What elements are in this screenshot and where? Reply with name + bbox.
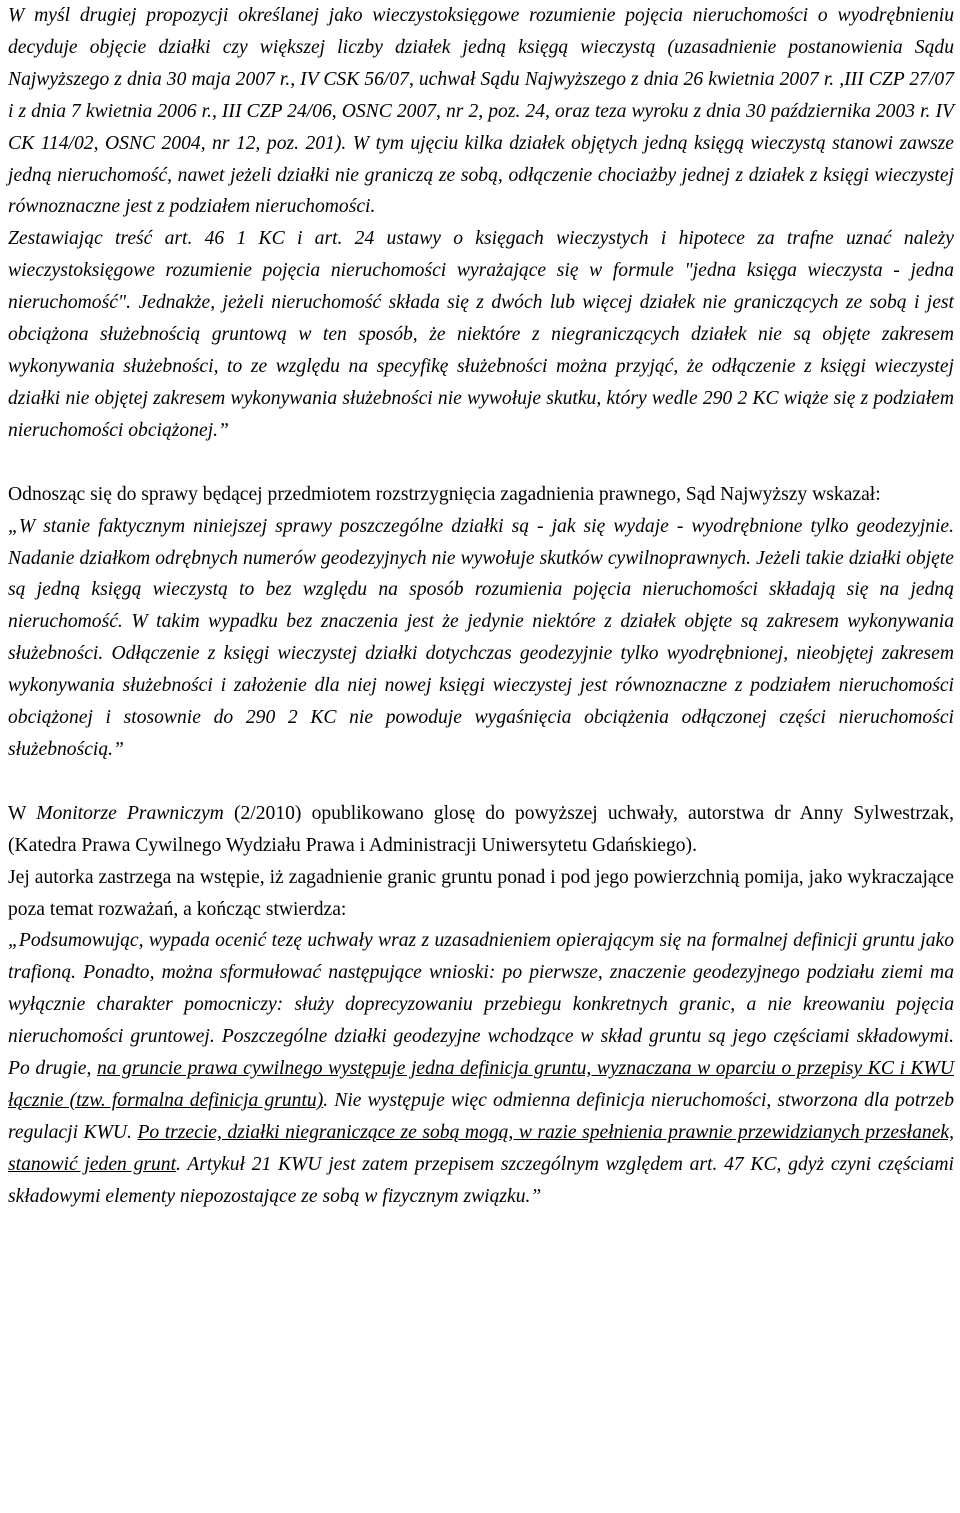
text-segment: . Artykuł 21 KWU jest zatem przepisem szczególnym względem art. 47 KC, gdyż czyni częściami składowymi elementy niepozostające ze sobą w fizycznym związku.” (8, 1153, 954, 1207)
paragraph-p1 (8, 0, 954, 223)
paragraph-p5 (8, 798, 954, 862)
paragraph-p3 (8, 479, 954, 511)
text-segment: Zestawiając treść art. 46 1 KC i art. 24 ustawy o księgach wieczystych i hipotece za trafne uznać należy wieczystoksięgowe rozumienie pojęcia nieruchomości wyrażające się w formule "jedna księga wieczysta - jedna nieruchomość". Jednakże, jeżeli nieruchomość składa się z dwóch lub więcej działek nie graniczących ze sobą i jest obciążona służebnością gruntową w ten sposób, że niektóre z niegraniczących działek nie są objęte zakresem wykonywania służebności, to ze względu na specyfikę służebności można przyjąć, że odłączenie z księgi wieczystej działki nie objętej zakresem wykonywania służebności nie wywołuje skutku, który wedle 290 2 KC wiąże się z podziałem nieruchomości obciążonej.” (8, 228, 954, 441)
text-segment: Jej autorka zastrzega na wstępie, iż zagadnienie granic gruntu ponad i pod jego powierzchnią pomija, jako wykraczające poza temat rozważań, a kończąc stwierdza: (8, 866, 954, 920)
paragraph-p4 (8, 511, 954, 766)
paragraph-spacer (8, 766, 954, 798)
text-segment: W myśl drugiej propozycji określanej jako wieczystoksięgowe rozumienie pojęcia nieruchomości o wyodrębnieniu decyduje objęcie działki czy większej liczby działek jedną księgą wieczystą (uzasadnienie postanowienia Sądu Najwyższego z dnia 30 maja 2007 r., IV CSK 56/07, uchwał Sądu Najwyższego z dnia 26 kwietnia 2007 r. ,III CZP 27/07 i z dnia 7 kwietnia 2006 r., III CZP 24/06, OSNC 2007, nr 2, poz. 24, oraz teza wyroku z dnia 30 października 2003 r. IV CK 114/02, OSNC 2004, nr 12, poz. 201). W tym ujęciu kilka działek objętych jedną księgą wieczystą stanowi zawsze jedną nieruchomość, nawet jeżeli działki nie graniczą ze sobą, odłączenie chociażby jednej z działek z księgi wieczystej równoznaczne jest z podziałem nieruchomości. (8, 5, 954, 218)
paragraph-p6 (8, 862, 954, 926)
text-segment: na gruncie prawa cywilnego występuje jedna definicja gruntu, wyznaczana w oparciu o przepisy KC i KWU łącznie (tzw. formalna definicja gruntu) (8, 1058, 954, 1111)
text-segment: „Podsumowując, wypada ocenić tezę uchwały wraz z uzasadnieniem opierającym się na formalnej definicji gruntu jako trafioną. Ponadto, można sformułować następujące wnioski: po pierwsze, znaczenie geodezyjnego podziału ziemi ma wyłącznie charakter pomocniczy: służy doprecyzowaniu przebiegu konkretnych granic, a nie kreowaniu pojęcia nieruchomości gruntowej. Poszczególne działki geodezyjne wchodzące w skład gruntu są jego częściami składowymi. Po drugie, (8, 930, 954, 1080)
text-segment: „W stanie faktycznym niniejszej sprawy poszczególne działki są - jak się wydaje - wyodrębnione tylko geodezyjnie. Nadanie działkom odrębnych numerów geodezyjnych nie wywołuje skutków cywilnoprawnych. Jeżeli takie działki objęte są jedną księgą wieczystą to bez względu na sposób rozumienia pojęcia nieruchomości składają się na jedną nieruchomość. W takim wypadku bez znaczenia jest że jedynie niektóre z działek objęte są zakresem wykonywania służebności. Odłączenie z księgi wieczystej działki dotychczas geodezyjnie tylko wyodrębnionej, nieobjętej zakresem wykonywania służebności i założenie dla niej nowej księgi wieczystej jest równoznaczne z podziałem nieruchomości obciążonej i stosownie do 290 2 KC nie powoduje wygaśnięcia obciążenia odłączonej części nieruchomości służebnością.” (8, 515, 954, 760)
text-segment: Po trzecie, działki niegraniczące ze sobą mogą, w razie spełnienia prawnie przewidzianych przesłanek, stanowić jeden grunt (8, 1121, 954, 1175)
paragraph-p7 (8, 925, 954, 1212)
text-segment: . Nie występuje więc odmienna definicja nieruchomości, stworzona dla potrzeb regulacji KWU. (8, 1090, 955, 1143)
paragraph-spacer (8, 447, 954, 479)
text-segment: Odnosząc się do sprawy będącej przedmiotem rozstrzygnięcia zagadnienia prawnego, Sąd Najwyższy wskazał: (8, 483, 881, 505)
text-segment: W (8, 802, 37, 824)
text-segment: (2/2010) opublikowano glosę do powyższej uchwały, autorstwa dr Anny Sylwestrzak, (Katedra Prawa Cywilnego Wydziału Prawa i Administracji Uniwersytetu Gdańskiego). (8, 802, 954, 856)
text-segment: Monitorze Prawniczym (36, 802, 224, 824)
document-page (8, 0, 954, 1213)
paragraph-p2 (8, 223, 954, 446)
